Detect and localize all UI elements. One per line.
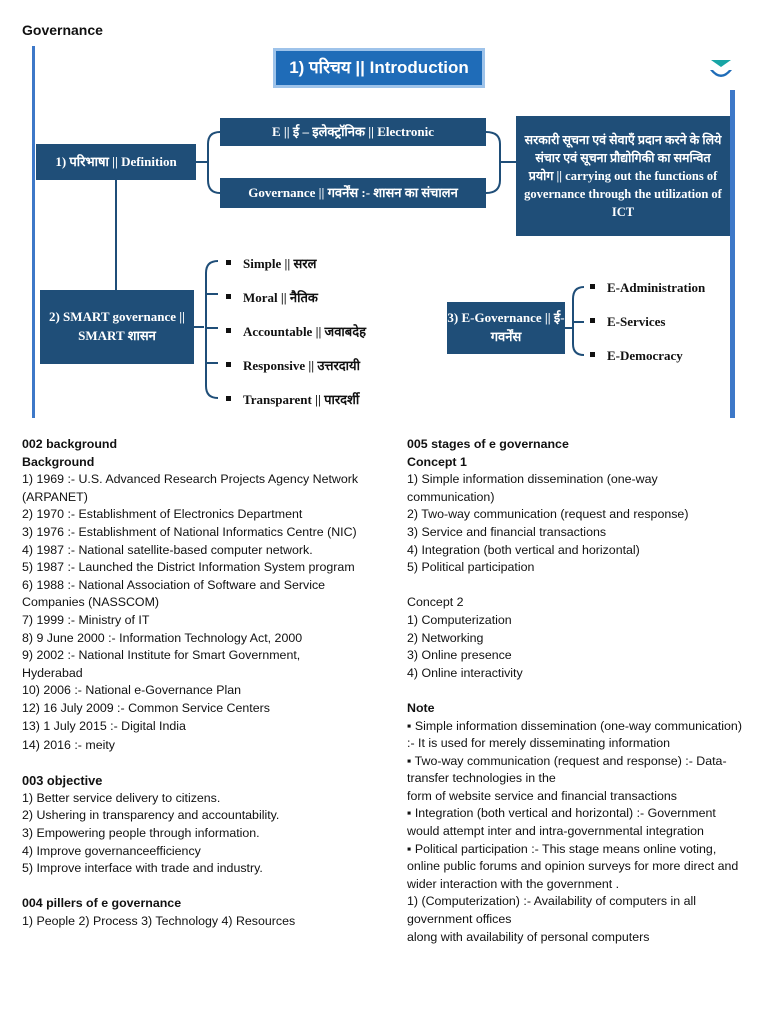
- list-item: 5) Improve interface with trade and industry.: [22, 861, 263, 876]
- list-item: 4) Online interactivity: [407, 665, 523, 680]
- smart-item: [226, 288, 318, 306]
- note-line: along with availability of personal computers: [407, 929, 650, 944]
- list-item: 6) 1988 :- National Association of Software and Service Companies (NASSCOM): [22, 577, 326, 610]
- list-item: 13) 1 July 2015 :- Digital India: [22, 718, 186, 733]
- list-item: 12) 16 July 2009 :- Common Service Centers: [22, 700, 270, 715]
- list-item: 7) 1999 :- Ministry of IT: [22, 612, 150, 627]
- list-item: 2) 1970 :- Establishment of Electronics Department: [22, 507, 303, 522]
- definition-box: 1) परिभाषा || Definition: [36, 144, 196, 180]
- e-governance-box: 3) E-Governance || ई-गवर्नेंस: [447, 302, 565, 354]
- list-item: 5) Political participation: [407, 560, 535, 575]
- concept-1-title: Concept 1: [407, 454, 467, 469]
- list-item: 8) 9 June 2000 :- Information Technology Act, 2000: [22, 630, 303, 645]
- egov-item: [590, 314, 665, 330]
- note-line: form of website service and financial transactions: [407, 788, 677, 803]
- list-item: 2) Two-way communication (request and response): [407, 507, 689, 522]
- smart-governance-box: 2) SMART governance || SMART शासन: [40, 290, 194, 364]
- egov-item-label: E-Democracy: [607, 348, 683, 363]
- smart-item-label: Accountable || जवाबदेह: [243, 324, 367, 339]
- section-heading-objective: 003 objective: [22, 773, 103, 789]
- governance-box: Governance || गवर्नेंस :- शासन का संचालन: [220, 178, 486, 208]
- list-item: 4) 1987 :- National satellite-based computer network.: [22, 542, 313, 557]
- egov-item: [590, 348, 683, 364]
- note-line: ▪ Simple information dissemination (one-way communication) :- It is used for merely disseminating information: [407, 718, 742, 751]
- list-item: 1) 1969 :- U.S. Advanced Research Projects Agency Network (ARPANET): [22, 472, 359, 504]
- note-line: ▪ Political participation :- This stage means online voting, online public forums and opinion surveys for more direct and wider interaction with the government .: [407, 841, 739, 891]
- egov-item: [590, 280, 705, 296]
- pillars-text: 1) People 2) Process 3) Technology 4) Resources: [22, 914, 296, 929]
- note-line: 1) (Computerization) :- Availability of computers in all government offices: [407, 894, 697, 927]
- list-item: 2) Networking: [407, 630, 484, 645]
- section-heading-stages: 005 stages of e governance: [407, 437, 569, 451]
- meaning-box: सरकारी सूचना एवं सेवाएँ प्रदान करने के लिये संचार एवं सूचना प्रौद्योगिकी का समन्वित प्रयोग || carrying out the functions of governance through the utilization of ICT: [516, 116, 730, 236]
- smart-item-label: Responsive || उत्तरदायी: [243, 358, 360, 373]
- note-title: Note: [407, 700, 435, 715]
- section-heading-pillars: 004 pillers of e governance: [22, 896, 182, 911]
- list-item: 3) Online presence: [407, 648, 512, 663]
- egov-item-label: E-Services: [607, 314, 666, 329]
- note-line: ▪ Two-way communication (request and response) :- Data-transfer technologies in the: [407, 753, 727, 786]
- smart-item: [226, 322, 366, 340]
- list-item: 3) Empowering people through information.: [22, 826, 260, 841]
- list-item: 1) Computerization: [407, 612, 512, 627]
- electronic-box: E || ई – इलेक्ट्रॉनिक || Electronic: [220, 118, 486, 146]
- mind-map-diagram: [30, 46, 738, 418]
- list-item: 3) 1976 :- Establishment of National Informatics Centre (NIC): [22, 524, 357, 539]
- list-item: 1) Simple information dissemination (one-way communication): [407, 472, 658, 504]
- smart-item: [226, 254, 316, 272]
- smart-item: [226, 356, 360, 374]
- left-column: [22, 436, 362, 931]
- smart-item: [226, 390, 359, 408]
- smart-item-label: Simple || सरल: [243, 256, 317, 271]
- background-title: Background: [22, 454, 95, 469]
- list-item: 2) Ushering in transparency and accountability.: [22, 808, 280, 823]
- list-item: 14) 2016 :- meity: [22, 738, 115, 753]
- right-column: [407, 436, 747, 946]
- list-item: 4) Improve governanceefficiency: [22, 843, 201, 858]
- smart-item-label: Moral || नैतिक: [243, 290, 318, 305]
- list-item: 9) 2002 :- National Institute for Smart Government, Hyderabad: [22, 648, 301, 680]
- list-item: 10) 2006 :- National e-Governance Plan: [22, 683, 242, 698]
- egov-item-label: E-Administration: [607, 280, 706, 295]
- list-item: 1) Better service delivery to citizens.: [22, 790, 221, 805]
- smart-item-label: Transparent || पारदर्शी: [243, 392, 360, 407]
- diagram-title-box: 1) परिचय || Introduction: [273, 48, 485, 88]
- note-line: ▪ Integration (both vertical and horizontal) :- Government would attempt inter and intra-governmental integration: [407, 806, 716, 839]
- concept-2-title: Concept 2: [407, 595, 464, 610]
- list-item: 4) Integration (both vertical and horizontal): [407, 542, 640, 557]
- list-item: 3) Service and financial transactions: [407, 524, 607, 539]
- list-item: 5) 1987 :- Launched the District Information System program: [22, 560, 355, 575]
- section-heading-background: 002 background: [22, 437, 118, 451]
- page-title: Governance: [22, 22, 103, 38]
